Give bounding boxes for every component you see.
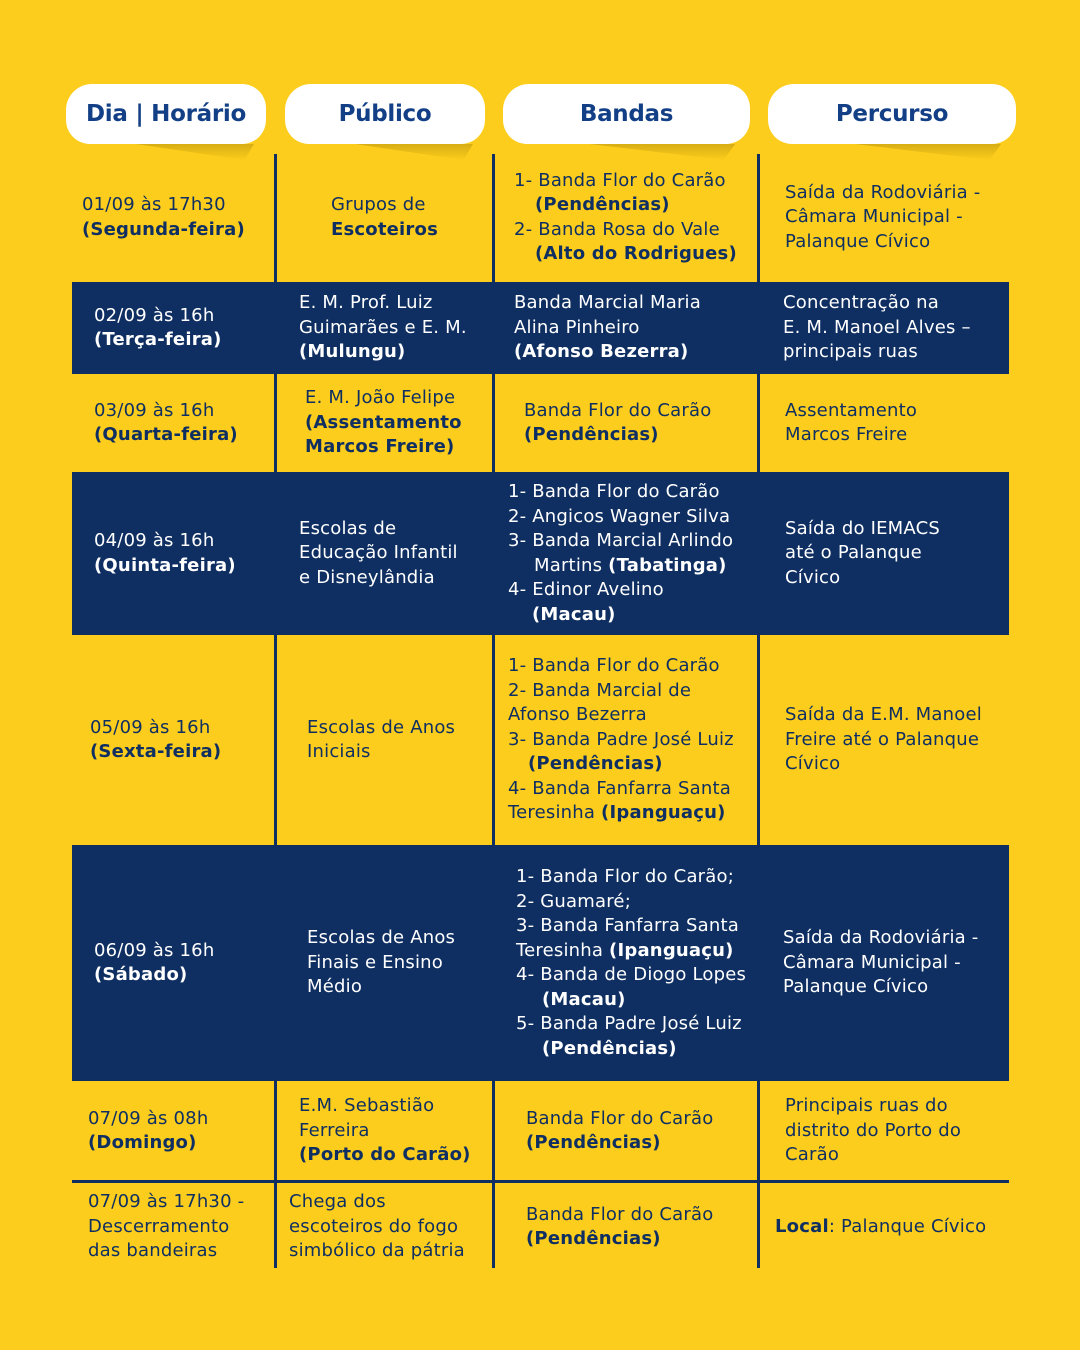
table-row (72, 1184, 1009, 1270)
band-text: Martins (534, 554, 603, 576)
cell-day (72, 154, 276, 281)
cell-route (761, 282, 1009, 374)
route-value: : Palanque Cívico (828, 1215, 987, 1237)
band-line: 3- Banda Fanfarra Santa (516, 915, 739, 936)
cell-day (72, 1184, 276, 1270)
header-bands: Bandas (503, 84, 750, 144)
cell-day (72, 1083, 276, 1179)
band-line (508, 801, 758, 826)
table-row (72, 1083, 1009, 1179)
cell-public (279, 376, 493, 470)
route-line: Marcos Freire (785, 424, 908, 445)
table-row (72, 376, 1009, 470)
band-line: (Pendências) (535, 194, 670, 215)
cell-day (72, 637, 276, 843)
cell-bands (496, 154, 758, 281)
public-line: Marcos Freire) (305, 436, 455, 458)
public-line: (Assentamento (305, 411, 462, 433)
route-line: Câmara Municipal - (785, 206, 963, 228)
band-line: (Pendências) (542, 1037, 677, 1059)
band-line: (Alto do Rodrigues) (535, 243, 737, 264)
band-line: (Pendências) (528, 753, 663, 775)
cell-bands (496, 472, 758, 635)
date-text: Descerramento (88, 1215, 230, 1237)
column-divider (757, 154, 760, 1268)
table-row (72, 154, 1009, 281)
cell-public (279, 845, 493, 1081)
route-line: Palanque Cívico (785, 230, 931, 252)
public-line: Chega dos (289, 1191, 386, 1213)
band-line: (Afonso Bezerra) (514, 341, 689, 363)
band-line: Alina Pinheiro (514, 316, 640, 338)
band-text: Teresinha (516, 939, 604, 961)
band-line: 1- Banda Flor do Carão (514, 169, 726, 191)
cell-route (761, 154, 1009, 281)
public-line: Finais e Ensino (307, 951, 443, 973)
band-line (508, 554, 758, 579)
cell-route (761, 1083, 1009, 1179)
weekday-text: (Sábado) (94, 964, 188, 985)
route-label: Local (775, 1215, 829, 1237)
route-line: Carão (785, 1144, 840, 1166)
column-divider (492, 154, 495, 1268)
route-line: Saída da E.M. Manoel (785, 704, 982, 726)
date-text: 07/09 às 17h30 - (88, 1191, 245, 1213)
cell-route (761, 637, 1009, 843)
band-line: 1- Banda Flor do Carão; (516, 866, 734, 887)
public-line: Escolas de (299, 517, 397, 539)
public-line: escoteiros do fogo (289, 1215, 459, 1237)
route-line: Câmara Municipal - (783, 951, 961, 973)
route-line: E. M. Manoel Alves – (783, 316, 971, 338)
band-line: 2- Angicos Wagner Silva (508, 505, 731, 527)
weekday-text: (Quinta-feira) (94, 554, 236, 576)
route-line: Cívico (785, 753, 841, 775)
date-text: 06/09 às 16h (94, 939, 215, 961)
band-line: (Pendências) (526, 1132, 661, 1153)
cell-bands (496, 1083, 758, 1179)
table-row (72, 282, 1009, 374)
weekday-text: (Quarta-feira) (94, 424, 238, 445)
cell-bands (496, 845, 758, 1081)
weekday-text: (Domingo) (88, 1132, 197, 1153)
band-line: 1- Banda Flor do Carão (508, 655, 720, 677)
route-line: Palanque Cívico (783, 976, 929, 998)
date-text: 05/09 às 16h (90, 716, 211, 738)
table-row (72, 845, 1009, 1081)
route-line: principais ruas (783, 341, 918, 363)
route-line: Principais ruas do (785, 1095, 948, 1117)
cell-route (761, 472, 1009, 635)
date-text: 02/09 às 16h (94, 304, 215, 326)
cell-route (761, 376, 1009, 470)
route-line: distrito do Porto do (785, 1119, 962, 1141)
cell-route (761, 845, 1009, 1081)
band-line: (Macau) (542, 988, 626, 1010)
public-line: e Disneylândia (299, 566, 435, 588)
band-line: Afonso Bezerra (508, 704, 647, 726)
header-public: Público (285, 84, 485, 144)
date-text: 04/09 às 16h (94, 530, 215, 551)
cell-bands (496, 637, 758, 843)
weekday-text: (Terça-feira) (94, 329, 222, 350)
public-line: E. M. Prof. Luiz (299, 292, 433, 314)
band-line: 5- Banda Padre José Luiz (516, 1013, 742, 1034)
cell-public (279, 637, 493, 843)
band-text: Teresinha (508, 802, 596, 824)
route-line: Freire até o Palanque (785, 728, 980, 750)
date-text: das bandeiras (88, 1240, 218, 1262)
header-route: Percurso (768, 84, 1016, 144)
public-line: Ferreira (299, 1119, 370, 1141)
band-location: (Ipanguaçu) (601, 802, 726, 824)
band-line: Banda Flor do Carão (526, 1203, 714, 1225)
public-line: E.M. Sebastião (299, 1095, 435, 1117)
cell-day (72, 472, 276, 635)
public-line: simbólico da pátria (289, 1240, 465, 1262)
public-line: Escolas de Anos (307, 927, 456, 949)
column-divider (274, 154, 277, 1268)
cell-public (279, 282, 493, 374)
cell-bands (496, 1184, 758, 1270)
cell-bands (496, 282, 758, 374)
band-line: 3- Banda Padre José Luiz (508, 728, 734, 750)
band-line (516, 939, 756, 964)
table-row (72, 637, 1009, 843)
table-row (72, 472, 1009, 635)
weekday-text: (Sexta-feira) (90, 741, 222, 762)
band-location: (Tabatinga) (608, 554, 727, 576)
public-line: Grupos de (331, 194, 426, 215)
cell-bands (496, 376, 758, 470)
cell-public (279, 1083, 493, 1179)
route-line: Saída da Rodoviária - (783, 927, 979, 949)
band-line: (Pendências) (526, 1228, 661, 1249)
header-day-time: Dia | Horário (66, 84, 266, 144)
cell-public (279, 1184, 493, 1270)
band-line: 4- Banda Fanfarra Santa (508, 777, 731, 799)
band-line: 1- Banda Flor do Carão (508, 481, 720, 502)
date-text: 01/09 às 17h30 (82, 194, 226, 215)
band-line: 2- Guamaré; (516, 890, 631, 912)
route-line: Assentamento (785, 399, 918, 421)
cell-day (72, 376, 276, 470)
band-line: 4- Edinor Avelino (508, 579, 664, 600)
public-line: Escoteiros (331, 218, 438, 240)
route-line: Concentração na (783, 292, 939, 314)
public-line: Médio (307, 976, 363, 998)
date-text: 03/09 às 16h (94, 399, 215, 421)
band-line: 3- Banda Marcial Arlindo (508, 530, 734, 551)
public-line: (Porto do Carão) (299, 1144, 471, 1166)
band-location: (Ipanguaçu) (609, 939, 734, 961)
row-divider (72, 1180, 1009, 1183)
route-line: Saída da Rodoviária - (785, 181, 981, 203)
band-line: Banda Flor do Carão (526, 1107, 714, 1129)
band-line: (Pendências) (524, 424, 659, 445)
band-line: Banda Flor do Carão (524, 399, 712, 421)
band-line: 2- Banda Rosa do Vale (514, 218, 720, 240)
band-line: 4- Banda de Diogo Lopes (516, 964, 747, 985)
route-line: Cívico (785, 566, 841, 588)
cell-public (279, 154, 493, 281)
public-line: (Mulungu) (299, 341, 406, 363)
public-line: Iniciais (307, 741, 371, 762)
route-line: Saída do IEMACS (785, 517, 940, 539)
route-line: até o Palanque (785, 542, 922, 564)
band-line: 2- Banda Marcial de (508, 679, 692, 701)
cell-public (279, 472, 493, 635)
public-line: Guimarães e E. M. (299, 316, 467, 338)
public-line: Educação Infantil (299, 542, 458, 564)
date-text: 07/09 às 08h (88, 1107, 209, 1129)
route-line (775, 1215, 1001, 1240)
cell-day (72, 282, 276, 374)
cell-route (761, 1184, 1009, 1270)
band-line: Banda Marcial Maria (514, 292, 701, 314)
public-line: E. M. João Felipe (305, 387, 456, 409)
cell-day (72, 845, 276, 1081)
band-line: (Macau) (532, 603, 616, 625)
weekday-text: (Segunda-feira) (82, 218, 245, 240)
public-line: Escolas de Anos (307, 716, 456, 738)
